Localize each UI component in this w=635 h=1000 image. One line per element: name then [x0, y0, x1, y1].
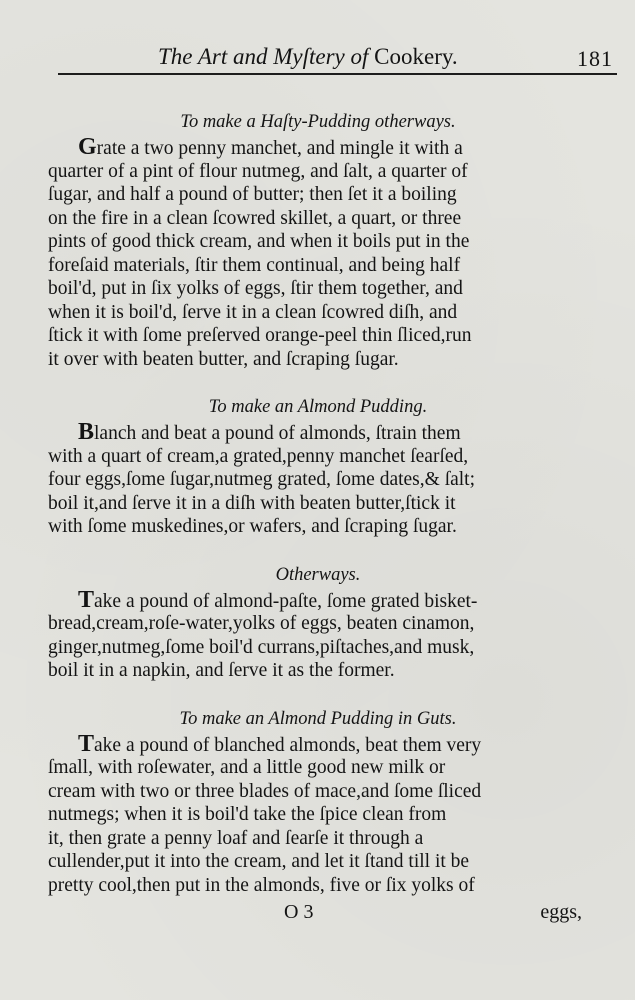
running-title: [158, 44, 458, 70]
text-line: cullender,put it into the cream, and let it ſtand till it be: [48, 851, 470, 872]
section-spacer: [48, 371, 588, 393]
running-head: [58, 40, 617, 74]
text-line: quarter of a pint of flour nutmeg, and ſalt, a quarter of: [48, 160, 468, 182]
text-line: Grate a two penny manchet, and mingle it with a: [78, 134, 463, 160]
signature-mark: O 3: [284, 901, 314, 923]
text-line: Take a pound of almond-paſte, ſome grated bisket-: [78, 586, 478, 613]
page-number: 181: [577, 46, 613, 71]
text-line: ſmall, with roſewater, and a little good new milk or: [48, 757, 446, 778]
text-line: it over with beaten butter, and ſcraping ſugar.: [48, 348, 399, 370]
text-line: bread,cream,roſe-water,yolks of eggs, beaten cinamon,: [48, 613, 475, 634]
text-line: nutmegs; when it is boil'd take the ſpice clean from: [48, 804, 447, 825]
text-line: when it is boil'd, ſerve it in a clean ſcowred diſh, and: [48, 301, 458, 323]
text-line: cream with two or three blades of mace,and ſome ſliced: [48, 780, 482, 802]
text-line: pretty cool,then put in the almonds, five or ſix yolks of: [48, 874, 475, 896]
section-spacer: [48, 539, 588, 561]
text-line: boil'd, put in ſix yolks of eggs, ſtir them together, and: [48, 278, 463, 299]
recipe-heading: To make a Haſty-Pudding otherways.: [180, 112, 456, 132]
recipe-heading: To make an Almond Pudding.: [208, 397, 428, 417]
text-line: it, then grate a penny loaf and ſearſe it through a: [48, 827, 424, 849]
text-line: four eggs,ſome ſugar,nutmeg grated, ſome dates,& ſalt;: [48, 469, 476, 490]
text-line: foreſaid materials, ſtir them continual, and being half: [48, 254, 461, 276]
section-spacer: [48, 683, 588, 705]
text-line: boil it,and ſerve it in a diſh with beaten butter,ſtick it: [48, 492, 456, 514]
text-line: ſtick it with ſome preſerved orange-peel thin ſliced,run: [48, 325, 472, 346]
running-title-roman: Cookery.: [374, 44, 458, 69]
text-line: Blanch and beat a pound of almonds, ſtrain them: [78, 419, 461, 445]
page-footer: [48, 899, 588, 925]
catchword: eggs,: [540, 901, 582, 923]
text-line: pints of good thick cream, and when it boils put in the: [48, 231, 470, 252]
body-text: [48, 108, 588, 925]
recipe-almond-pudding: [48, 393, 588, 539]
recipe-hasty-pudding: [48, 108, 588, 371]
text-line: with ſome muskedines,or wafers, and ſcraping ſugar.: [48, 516, 457, 537]
recipe-heading: Otherways.: [275, 564, 361, 585]
recipe-otherways: [48, 561, 588, 683]
text-line: with a quart of cream,a grated,penny manchet ſearſed,: [48, 445, 469, 467]
recipe-heading: To make an Almond Pudding in Guts.: [179, 708, 457, 729]
text-line: ſugar, and half a pound of butter; then ſet it a boiling: [48, 184, 457, 205]
text-line: boil it in a napkin, and ſerve it as the former.: [48, 660, 395, 681]
header-rule: [58, 73, 617, 75]
recipe-almond-pudding-in-guts: [48, 705, 588, 898]
text-line: ginger,nutmeg,ſome boil'd currans,piſtaches,and musk,: [48, 636, 475, 658]
text-line: Take a pound of blanched almonds, beat them very: [78, 730, 482, 757]
text-line: on the fire in a clean ſcowred skillet, a quart, or three: [48, 207, 462, 229]
running-title-italic: The Art and Myſtery of: [158, 44, 369, 69]
